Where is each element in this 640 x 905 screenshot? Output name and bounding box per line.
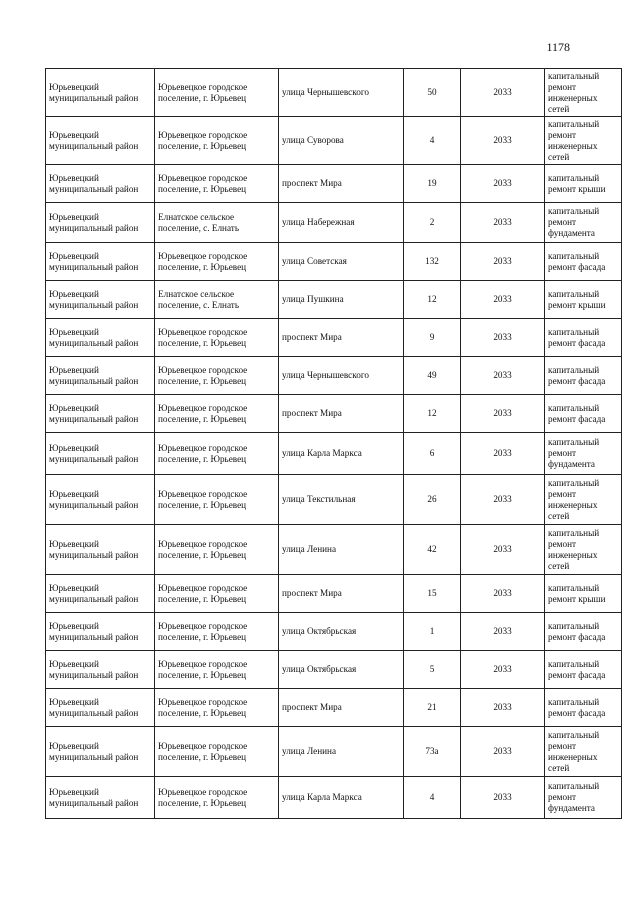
- street-cell: улица Карла Маркса: [279, 433, 404, 475]
- house-number-cell: 19: [404, 165, 461, 203]
- street-cell: улица Ленина: [279, 727, 404, 777]
- district-cell: Юрьевецкий муниципальный район: [46, 613, 155, 651]
- table-row: [46, 69, 622, 117]
- year-cell: 2033: [461, 117, 545, 165]
- year-cell: 2033: [461, 69, 545, 117]
- house-number-cell: 1: [404, 613, 461, 651]
- year-cell: 2033: [461, 243, 545, 281]
- work-type-cell: капитальный ремонт фасада: [545, 395, 622, 433]
- street-cell: улица Чернышевского: [279, 69, 404, 117]
- table-row: [46, 575, 622, 613]
- house-number-cell: 12: [404, 395, 461, 433]
- district-cell: Юрьевецкий муниципальный район: [46, 395, 155, 433]
- table-body: [46, 69, 622, 819]
- table-row: [46, 281, 622, 319]
- work-type-cell: капитальный ремонт инженерных сетей: [545, 69, 622, 117]
- table-row: [46, 689, 622, 727]
- settlement-cell: Юрьевецкое городское поселение, г. Юрьевец: [155, 395, 279, 433]
- house-number-cell: 21: [404, 689, 461, 727]
- house-number-cell: 15: [404, 575, 461, 613]
- district-cell: Юрьевецкий муниципальный район: [46, 475, 155, 525]
- settlement-cell: Елнатское сельское поселение, с. Елнать: [155, 281, 279, 319]
- year-cell: 2033: [461, 777, 545, 819]
- table-row: [46, 357, 622, 395]
- settlement-cell: Юрьевецкое городское поселение, г. Юрьевец: [155, 165, 279, 203]
- district-cell: Юрьевецкий муниципальный район: [46, 319, 155, 357]
- street-cell: улица Ленина: [279, 525, 404, 575]
- work-type-cell: капитальный ремонт фундамента: [545, 203, 622, 243]
- district-cell: Юрьевецкий муниципальный район: [46, 689, 155, 727]
- street-cell: улица Советская: [279, 243, 404, 281]
- settlement-cell: Юрьевецкое городское поселение, г. Юрьевец: [155, 433, 279, 475]
- year-cell: 2033: [461, 319, 545, 357]
- house-number-cell: 73а: [404, 727, 461, 777]
- house-number-cell: 9: [404, 319, 461, 357]
- work-type-cell: капитальный ремонт крыши: [545, 281, 622, 319]
- house-number-cell: 4: [404, 777, 461, 819]
- year-cell: 2033: [461, 689, 545, 727]
- street-cell: улица Набережная: [279, 203, 404, 243]
- settlement-cell: Юрьевецкое городское поселение, г. Юрьевец: [155, 575, 279, 613]
- street-cell: улица Октябрьская: [279, 613, 404, 651]
- settlement-cell: Юрьевецкое городское поселение, г. Юрьевец: [155, 651, 279, 689]
- street-cell: улица Пушкина: [279, 281, 404, 319]
- work-type-cell: капитальный ремонт фасада: [545, 357, 622, 395]
- district-cell: Юрьевецкий муниципальный район: [46, 203, 155, 243]
- district-cell: Юрьевецкий муниципальный район: [46, 243, 155, 281]
- street-cell: проспект Мира: [279, 319, 404, 357]
- work-type-cell: капитальный ремонт фасада: [545, 319, 622, 357]
- year-cell: 2033: [461, 433, 545, 475]
- district-cell: Юрьевецкий муниципальный район: [46, 575, 155, 613]
- house-number-cell: 2: [404, 203, 461, 243]
- district-cell: Юрьевецкий муниципальный район: [46, 69, 155, 117]
- settlement-cell: Юрьевецкое городское поселение, г. Юрьевец: [155, 69, 279, 117]
- work-type-cell: капитальный ремонт крыши: [545, 575, 622, 613]
- district-cell: Юрьевецкий муниципальный район: [46, 433, 155, 475]
- settlement-cell: Юрьевецкое городское поселение, г. Юрьевец: [155, 319, 279, 357]
- year-cell: 2033: [461, 395, 545, 433]
- year-cell: 2033: [461, 281, 545, 319]
- district-cell: Юрьевецкий муниципальный район: [46, 281, 155, 319]
- table-row: [46, 319, 622, 357]
- table-row: [46, 395, 622, 433]
- settlement-cell: Елнатское сельское поселение, с. Елнать: [155, 203, 279, 243]
- work-type-cell: капитальный ремонт фасада: [545, 613, 622, 651]
- house-number-cell: 49: [404, 357, 461, 395]
- house-number-cell: 26: [404, 475, 461, 525]
- street-cell: улица Октябрьская: [279, 651, 404, 689]
- district-cell: Юрьевецкий муниципальный район: [46, 727, 155, 777]
- work-type-cell: капитальный ремонт инженерных сетей: [545, 475, 622, 525]
- page-number: 1178: [546, 40, 570, 54]
- settlement-cell: Юрьевецкое городское поселение, г. Юрьевец: [155, 613, 279, 651]
- work-type-cell: капитальный ремонт фасада: [545, 689, 622, 727]
- street-cell: улица Карла Маркса: [279, 777, 404, 819]
- district-cell: Юрьевецкий муниципальный район: [46, 357, 155, 395]
- house-number-cell: 132: [404, 243, 461, 281]
- work-type-cell: капитальный ремонт крыши: [545, 165, 622, 203]
- repair-registry-table: [45, 68, 622, 819]
- settlement-cell: Юрьевецкое городское поселение, г. Юрьевец: [155, 525, 279, 575]
- table-row: [46, 727, 622, 777]
- street-cell: улица Текстильная: [279, 475, 404, 525]
- year-cell: 2033: [461, 525, 545, 575]
- year-cell: 2033: [461, 165, 545, 203]
- work-type-cell: капитальный ремонт фасада: [545, 243, 622, 281]
- year-cell: 2033: [461, 575, 545, 613]
- street-cell: проспект Мира: [279, 395, 404, 433]
- settlement-cell: Юрьевецкое городское поселение, г. Юрьевец: [155, 727, 279, 777]
- table-row: [46, 117, 622, 165]
- work-type-cell: капитальный ремонт инженерных сетей: [545, 727, 622, 777]
- house-number-cell: 6: [404, 433, 461, 475]
- house-number-cell: 5: [404, 651, 461, 689]
- work-type-cell: капитальный ремонт инженерных сетей: [545, 525, 622, 575]
- settlement-cell: Юрьевецкое городское поселение, г. Юрьевец: [155, 117, 279, 165]
- work-type-cell: капитальный ремонт фундамента: [545, 433, 622, 475]
- year-cell: 2033: [461, 613, 545, 651]
- work-type-cell: капитальный ремонт фундамента: [545, 777, 622, 819]
- house-number-cell: 12: [404, 281, 461, 319]
- year-cell: 2033: [461, 203, 545, 243]
- work-type-cell: капитальный ремонт инженерных сетей: [545, 117, 622, 165]
- table-row: [46, 525, 622, 575]
- district-cell: Юрьевецкий муниципальный район: [46, 525, 155, 575]
- year-cell: 2033: [461, 475, 545, 525]
- house-number-cell: 42: [404, 525, 461, 575]
- table-row: [46, 433, 622, 475]
- year-cell: 2033: [461, 357, 545, 395]
- table-row: [46, 777, 622, 819]
- street-cell: проспект Мира: [279, 165, 404, 203]
- street-cell: улица Суворова: [279, 117, 404, 165]
- district-cell: Юрьевецкий муниципальный район: [46, 117, 155, 165]
- settlement-cell: Юрьевецкое городское поселение, г. Юрьевец: [155, 777, 279, 819]
- district-cell: Юрьевецкий муниципальный район: [46, 165, 155, 203]
- district-cell: Юрьевецкий муниципальный район: [46, 777, 155, 819]
- table-row: [46, 651, 622, 689]
- settlement-cell: Юрьевецкое городское поселение, г. Юрьевец: [155, 475, 279, 525]
- table-row: [46, 203, 622, 243]
- year-cell: 2033: [461, 651, 545, 689]
- table-row: [46, 165, 622, 203]
- street-cell: проспект Мира: [279, 689, 404, 727]
- house-number-cell: 4: [404, 117, 461, 165]
- settlement-cell: Юрьевецкое городское поселение, г. Юрьевец: [155, 243, 279, 281]
- settlement-cell: Юрьевецкое городское поселение, г. Юрьевец: [155, 689, 279, 727]
- settlement-cell: Юрьевецкое городское поселение, г. Юрьевец: [155, 357, 279, 395]
- table-row: [46, 243, 622, 281]
- table-row: [46, 613, 622, 651]
- street-cell: проспект Мира: [279, 575, 404, 613]
- work-type-cell: капитальный ремонт фасада: [545, 651, 622, 689]
- table-row: [46, 475, 622, 525]
- street-cell: улица Чернышевского: [279, 357, 404, 395]
- house-number-cell: 50: [404, 69, 461, 117]
- district-cell: Юрьевецкий муниципальный район: [46, 651, 155, 689]
- year-cell: 2033: [461, 727, 545, 777]
